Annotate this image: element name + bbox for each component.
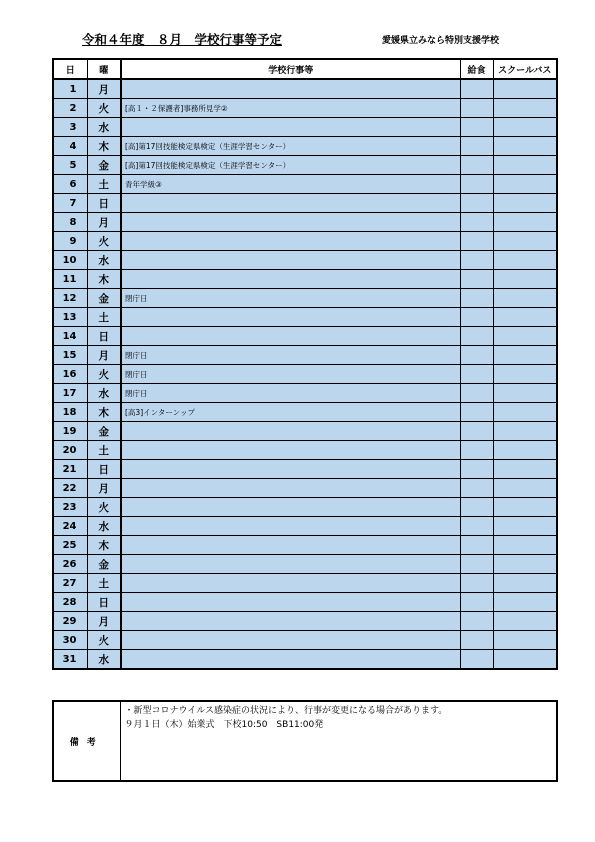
table-row [53, 403, 557, 422]
day-cell: 19 [53, 422, 87, 441]
dow-cell: 金 [87, 555, 121, 574]
dow-cell: 火 [87, 232, 121, 251]
day-cell: 20 [53, 441, 87, 460]
col-header-day: 日 [53, 59, 87, 79]
table-row [53, 79, 557, 99]
bus-cell [493, 194, 557, 213]
event-cell [121, 251, 460, 270]
table-row [53, 270, 557, 289]
dow-cell: 水 [87, 384, 121, 403]
dow-cell: 土 [87, 574, 121, 593]
lunch-cell [460, 536, 493, 555]
table-row [53, 213, 557, 232]
day-cell: 14 [53, 327, 87, 346]
lunch-cell [460, 79, 493, 99]
day-cell: 23 [53, 498, 87, 517]
lunch-cell [460, 422, 493, 441]
lunch-cell [460, 346, 493, 365]
event-cell [121, 460, 460, 479]
day-cell: 8 [53, 213, 87, 232]
bus-cell [493, 270, 557, 289]
lunch-cell [460, 194, 493, 213]
bus-cell [493, 175, 557, 194]
bus-cell [493, 460, 557, 479]
event-cell [121, 536, 460, 555]
dow-cell: 月 [87, 479, 121, 498]
lunch-cell [460, 403, 493, 422]
table-row [53, 441, 557, 460]
table-row [53, 650, 557, 670]
bus-cell [493, 555, 557, 574]
lunch-cell [460, 308, 493, 327]
lunch-cell [460, 517, 493, 536]
event-cell [121, 631, 460, 650]
bus-cell [493, 251, 557, 270]
bus-cell [493, 574, 557, 593]
bus-cell [493, 612, 557, 631]
event-cell: [高]第17回技能検定県検定（生涯学習センター） [121, 156, 460, 175]
event-cell: 閉庁日 [121, 346, 460, 365]
bus-cell [493, 346, 557, 365]
bus-cell [493, 650, 557, 670]
bus-cell [493, 137, 557, 156]
dow-cell: 日 [87, 593, 121, 612]
bus-cell [493, 327, 557, 346]
bus-cell [493, 441, 557, 460]
dow-cell: 火 [87, 631, 121, 650]
day-cell: 4 [53, 137, 87, 156]
table-row [53, 536, 557, 555]
notes-line: ・新型コロナウイルス感染症の状況により、行事が変更になる場合があります。 [124, 706, 448, 716]
day-cell: 15 [53, 346, 87, 365]
bus-cell [493, 79, 557, 99]
lunch-cell [460, 327, 493, 346]
day-cell: 28 [53, 593, 87, 612]
dow-cell: 月 [87, 213, 121, 232]
lunch-cell [460, 289, 493, 308]
dow-cell: 水 [87, 517, 121, 536]
dow-cell: 日 [87, 460, 121, 479]
day-cell: 3 [53, 118, 87, 137]
dow-cell: 日 [87, 194, 121, 213]
event-cell: 閉庁日 [121, 384, 460, 403]
dow-cell: 金 [87, 289, 121, 308]
lunch-cell [460, 593, 493, 612]
day-cell: 21 [53, 460, 87, 479]
day-cell: 30 [53, 631, 87, 650]
dow-cell: 火 [87, 99, 121, 118]
table-row [53, 460, 557, 479]
day-cell: 7 [53, 194, 87, 213]
col-header-lunch: 給食 [460, 59, 493, 79]
table-row [53, 498, 557, 517]
lunch-cell [460, 251, 493, 270]
lunch-cell [460, 384, 493, 403]
table-row [53, 327, 557, 346]
day-cell: 2 [53, 99, 87, 118]
dow-cell: 金 [87, 422, 121, 441]
bus-cell [493, 479, 557, 498]
lunch-cell [460, 175, 493, 194]
event-cell [121, 441, 460, 460]
dow-cell: 木 [87, 137, 121, 156]
event-cell [121, 232, 460, 251]
bus-cell [493, 631, 557, 650]
day-cell: 5 [53, 156, 87, 175]
bus-cell [493, 308, 557, 327]
dow-cell: 火 [87, 365, 121, 384]
event-cell: 青年学級③ [121, 175, 460, 194]
col-header-bus: スクールバス [493, 59, 557, 79]
lunch-cell [460, 650, 493, 670]
lunch-cell [460, 498, 493, 517]
bus-cell [493, 365, 557, 384]
table-row [53, 365, 557, 384]
lunch-cell [460, 441, 493, 460]
table-row [53, 574, 557, 593]
bus-cell [493, 232, 557, 251]
event-cell: [高3]インターンップ [121, 403, 460, 422]
event-cell [121, 118, 460, 137]
day-cell: 16 [53, 365, 87, 384]
notes-body [120, 701, 557, 781]
day-cell: 24 [53, 517, 87, 536]
notes-line: ９月１日（木）始業式 下校10:50 SB11:00発 [124, 720, 324, 730]
bus-cell [493, 289, 557, 308]
bus-cell [493, 498, 557, 517]
day-cell: 6 [53, 175, 87, 194]
event-cell [121, 498, 460, 517]
bus-cell [493, 422, 557, 441]
table-row [53, 422, 557, 441]
col-header-dow: 曜 [87, 59, 121, 79]
table-row [53, 232, 557, 251]
dow-cell: 土 [87, 175, 121, 194]
table-row [53, 555, 557, 574]
dow-cell: 水 [87, 650, 121, 670]
dow-cell: 火 [87, 498, 121, 517]
dow-cell: 月 [87, 79, 121, 99]
bus-cell [493, 517, 557, 536]
day-cell: 11 [53, 270, 87, 289]
dow-cell: 日 [87, 327, 121, 346]
table-row [53, 251, 557, 270]
day-cell: 9 [53, 232, 87, 251]
event-cell [121, 308, 460, 327]
day-cell: 27 [53, 574, 87, 593]
bus-cell [493, 99, 557, 118]
event-cell [121, 574, 460, 593]
day-cell: 10 [53, 251, 87, 270]
event-cell: 閉庁日 [121, 365, 460, 384]
event-cell [121, 270, 460, 289]
event-cell [121, 194, 460, 213]
bus-cell [493, 536, 557, 555]
event-cell: [高]第17回技能検定県検定（生涯学習センター） [121, 137, 460, 156]
bus-cell [493, 593, 557, 612]
event-cell [121, 79, 460, 99]
lunch-cell [460, 137, 493, 156]
event-cell [121, 555, 460, 574]
event-cell [121, 213, 460, 232]
school-name: 愛媛県立みなら特別支援学校 [382, 36, 500, 46]
event-cell [121, 650, 460, 670]
day-cell: 1 [53, 79, 87, 99]
dow-cell: 土 [87, 308, 121, 327]
table-row [53, 631, 557, 650]
event-cell [121, 327, 460, 346]
lunch-cell [460, 270, 493, 289]
event-cell [121, 593, 460, 612]
dow-cell: 月 [87, 612, 121, 631]
dow-cell: 土 [87, 441, 121, 460]
lunch-cell [460, 479, 493, 498]
lunch-cell [460, 232, 493, 251]
day-cell: 13 [53, 308, 87, 327]
day-cell: 22 [53, 479, 87, 498]
col-header-events: 学校行事等 [121, 59, 460, 79]
table-row [53, 137, 557, 156]
event-cell [121, 479, 460, 498]
table-row [53, 384, 557, 403]
day-cell: 26 [53, 555, 87, 574]
table-row [53, 289, 557, 308]
lunch-cell [460, 460, 493, 479]
day-cell: 31 [53, 650, 87, 670]
lunch-cell [460, 156, 493, 175]
table-row [53, 156, 557, 175]
bus-cell [493, 384, 557, 403]
lunch-cell [460, 555, 493, 574]
lunch-cell [460, 213, 493, 232]
day-cell: 18 [53, 403, 87, 422]
dow-cell: 金 [87, 156, 121, 175]
dow-cell: 月 [87, 346, 121, 365]
table-row [53, 175, 557, 194]
lunch-cell [460, 118, 493, 137]
table-row [53, 346, 557, 365]
schedule-table [52, 58, 558, 670]
event-cell [121, 612, 460, 631]
notes-box [52, 700, 558, 782]
dow-cell: 水 [87, 251, 121, 270]
table-row [53, 99, 557, 118]
dow-cell: 木 [87, 270, 121, 289]
event-cell: 閉庁日 [121, 289, 460, 308]
day-cell: 25 [53, 536, 87, 555]
day-cell: 29 [53, 612, 87, 631]
header-row [53, 59, 557, 79]
lunch-cell [460, 99, 493, 118]
table-row [53, 479, 557, 498]
bus-cell [493, 118, 557, 137]
page-title: 令和４年度 ８月 学校行事等予定 [82, 32, 283, 47]
dow-cell: 木 [87, 403, 121, 422]
table-row [53, 308, 557, 327]
lunch-cell [460, 612, 493, 631]
day-cell: 12 [53, 289, 87, 308]
lunch-cell [460, 365, 493, 384]
event-cell: [高１・２保護者]事務所見学② [121, 99, 460, 118]
lunch-cell [460, 631, 493, 650]
dow-cell: 水 [87, 118, 121, 137]
bus-cell [493, 403, 557, 422]
table-row [53, 517, 557, 536]
event-cell [121, 517, 460, 536]
event-cell [121, 422, 460, 441]
notes-label: 備考 [53, 701, 120, 781]
dow-cell: 木 [87, 536, 121, 555]
table-row [53, 612, 557, 631]
table-row [53, 593, 557, 612]
bus-cell [493, 213, 557, 232]
lunch-cell [460, 574, 493, 593]
table-row [53, 118, 557, 137]
bus-cell [493, 156, 557, 175]
table-row [53, 194, 557, 213]
day-cell: 17 [53, 384, 87, 403]
